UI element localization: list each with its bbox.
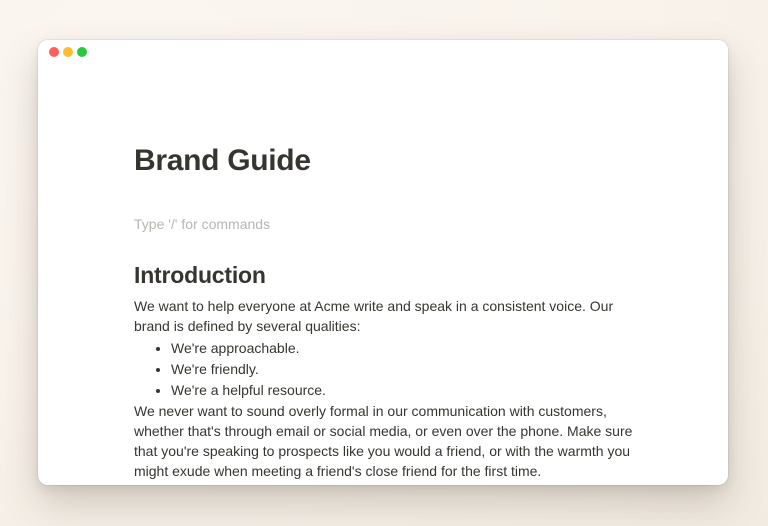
document-title[interactable]: Brand Guide: [134, 144, 311, 177]
intro-paragraph[interactable]: We want to help everyone at Acme write and speak in a consistent voice. Our brand is defined by several qualities:: [134, 298, 614, 334]
section-heading[interactable]: Introduction: [134, 262, 266, 288]
bullet-item[interactable]: • We're friendly.: [171, 359, 633, 379]
empty-block-placeholder[interactable]: Type '/' for commands: [134, 216, 271, 232]
closing-paragraph[interactable]: We never want to sound overly formal in our communication with customers, whether that's through email or social media, or even over the phone. Make sure that you're speaking to prospects like you would a friend, or with the warmth you might exude when meeting a friend's close friend for the first time.: [134, 403, 633, 479]
window-titlebar[interactable]: [38, 40, 728, 74]
zoom-button[interactable]: [77, 47, 87, 57]
bullet-item[interactable]: • We're approachable.: [171, 338, 633, 358]
qualities-bullet-list: [134, 338, 633, 400]
close-button[interactable]: [49, 47, 59, 57]
bullet-item[interactable]: • We're a helpful resource.: [171, 380, 633, 400]
document-editor: [38, 40, 728, 481]
app-window: [38, 40, 728, 485]
minimize-button[interactable]: [63, 47, 73, 57]
window-controls: [49, 47, 87, 57]
